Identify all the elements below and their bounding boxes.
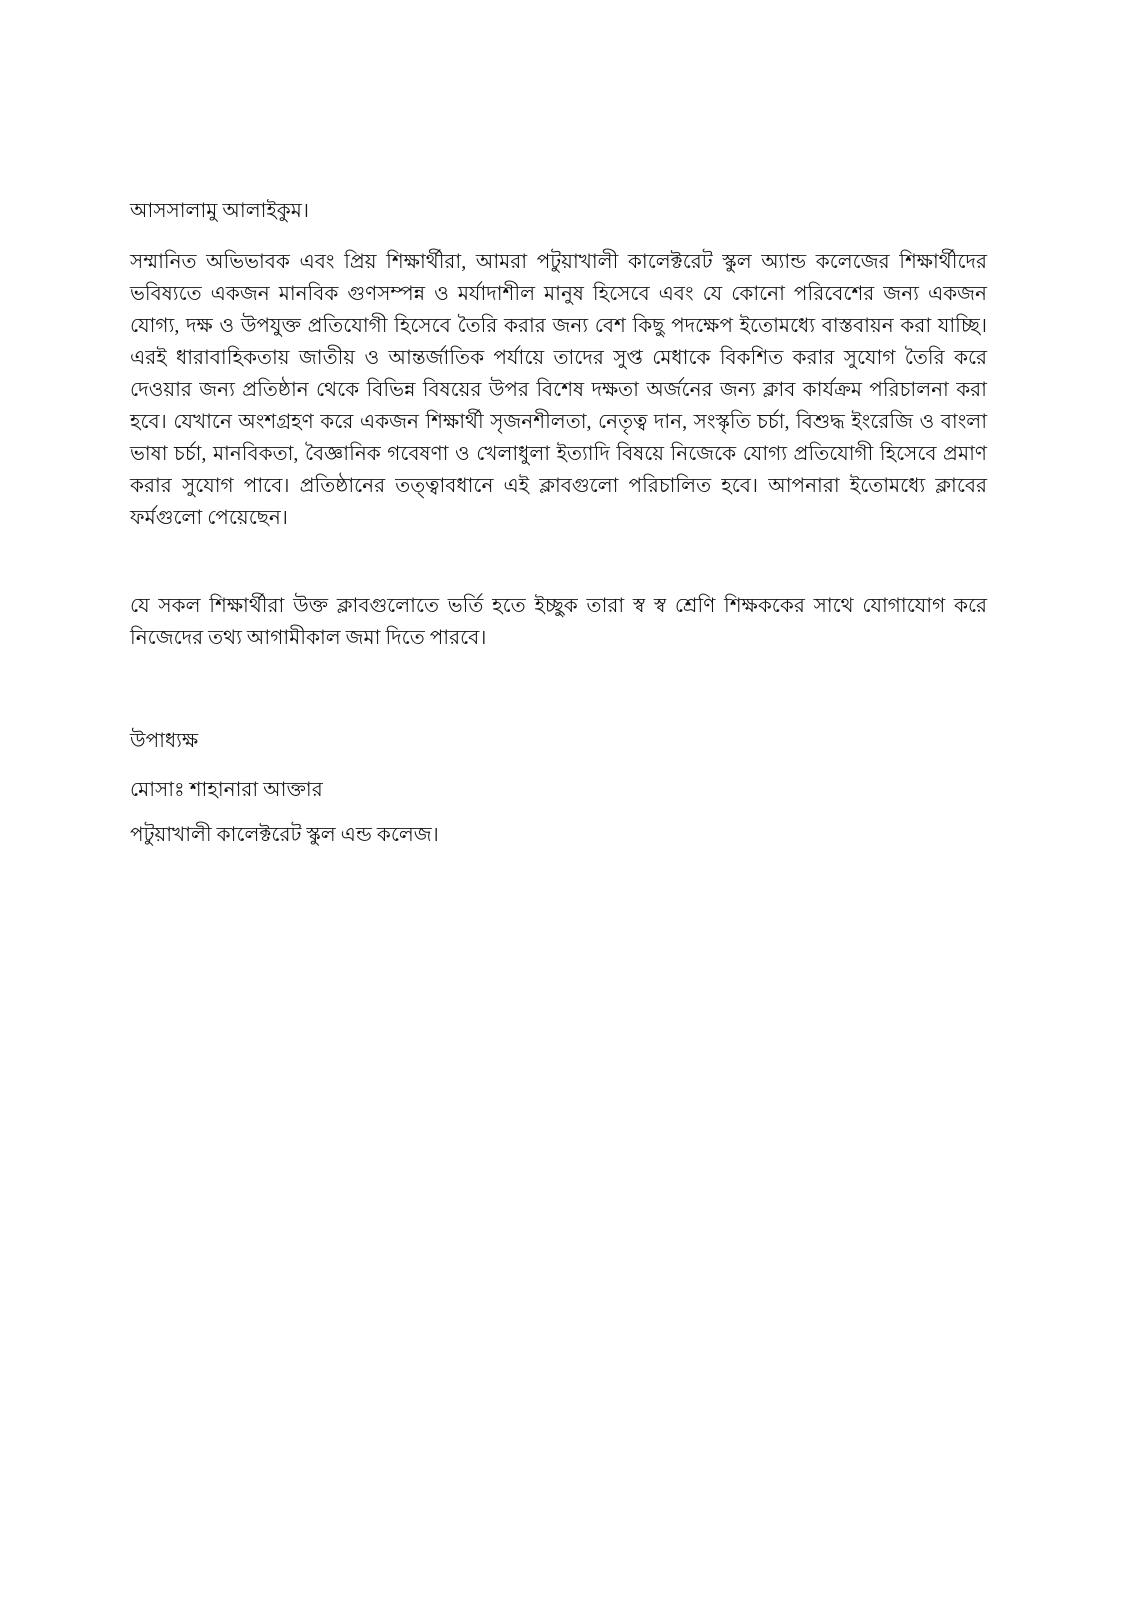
- signature-institution: পটুয়াখালী কালেক্টরেট স্কুল এন্ড কলেজ।: [130, 824, 439, 846]
- signature-designation: উপাধ্যক্ষ: [130, 730, 199, 752]
- letter-paragraph-enrollment-instruction: যে সকল শিক্ষার্থীরা উক্ত ক্লাবগুলোতে ভর্তি হতে ইচ্ছুক তারা স্ব স্ব শ্রেণি শিক্ষককের সাথে যোগাযোগ করে নিজেদের তথ্য আগামীকাল জমা দিতে পারবে।: [130, 595, 987, 649]
- signature-name: মোসাঃ শাহানারা আক্তার: [130, 779, 323, 801]
- salutation-text: আসসালামু আলাইকুম।: [130, 200, 310, 222]
- letter-paragraph-clubs-announcement: সম্মানিত অভিভাবক এবং প্রিয় শিক্ষার্থীরা, আমরা পটুয়াখালী কালেক্টরেট স্কুল অ্যান্ড কলেজের শিক্ষার্থীদের ভবিষ্যতে একজন মানবিক গুণসম্পন্ন ও মর্যাদাশীল মানুষ হিসেবে এবং যে কোনো পরিবেশের জন্য একজন যোগ্য, দক্ষ ও উপযুক্ত প্রতিযোগী হিসেবে তৈরি করার জন্য বেশ কিছু পদক্ষেপ ইতোমধ্যে বাস্তবায়ন করা যাচ্ছি। এরই ধারাবাহিকতায় জাতীয় ও আন্তর্জাতিক পর্যায়ে তাদের সুপ্ত মেধাকে বিকশিত করার সুযোগ তৈরি করে দেওয়ার জন্য প্রতিষ্ঠান থেকে বিভিন্ন বিষয়ের উপর বিশেষ দক্ষতা অর্জনের জন্য ক্লাব কার্যক্রম পরিচালনা করা হবে। যেখানে অংশগ্রহণ করে একজন শিক্ষার্থী সৃজনশীলতা, নেতৃত্ব দান, সংস্কৃতি চর্চা, বিশুদ্ধ ইংরেজি ও বাংলা ভাষা চর্চা, মানবিকতা, বৈজ্ঞানিক গবেষণা ও খেলাধুলা ইত্যাদি বিষয়ে নিজেকে যোগ্য প্রতিযোগী হিসেবে প্রমাণ করার সুযোগ পাবে। প্রতিষ্ঠানের তত্ত্বাবধানে এই ক্লাবগুলো পরিচালিত হবে। আপনারা ইতোমধ্যে ক্লাবের ফর্মগুলো পেয়েছেন।: [130, 251, 987, 529]
- letter-body: [130, 198, 987, 848]
